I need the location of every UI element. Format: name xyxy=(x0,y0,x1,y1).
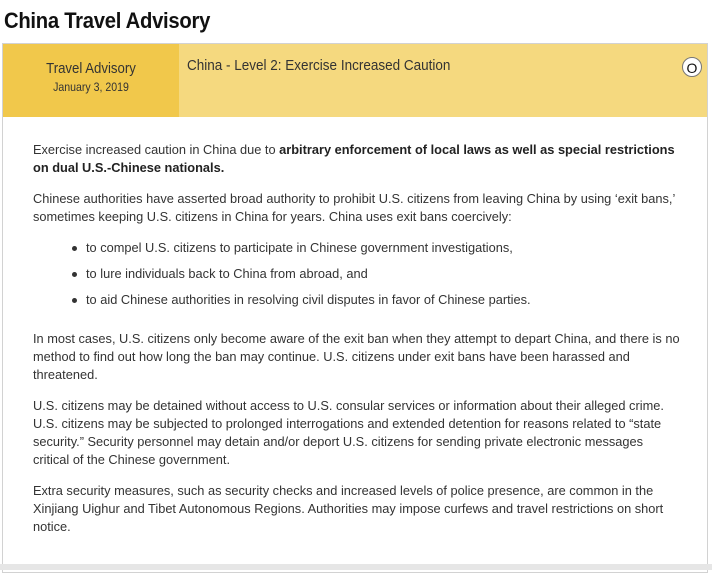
list-item: to lure individuals back to China from abroad, and xyxy=(33,265,681,283)
page-title: China Travel Advisory xyxy=(4,8,211,33)
exit-ban-list xyxy=(33,239,681,309)
advisory-level-title: China - Level 2: Exercise Increased Caution xyxy=(187,57,451,74)
advisory-date: January 3, 2019 xyxy=(53,80,129,94)
exit-ban-awareness-paragraph: In most cases, U.S. citizens only become aware of the exit ban when they attempt to depart China, and there is no method to find out how long the ban may continue. U.S. citizens under exit bans have been harassed and threatened. xyxy=(33,331,680,382)
detention-paragraph: U.S. citizens may be detained without access to U.S. consular services or information about their alleged crime. U.S. citizens may be subjected to prolonged interrogations and extended detention for reasons related to “state security.” Security personnel may detain and/or deport U.S. citizens for sending private electronic messages critical of the Chinese government. xyxy=(33,398,664,467)
intro-text: Exercise increased caution in China due to xyxy=(33,142,280,157)
security-measures-paragraph: Extra security measures, such as security checks and increased levels of police presence, are common in the Xinjiang Uighur and Tibet Autonomous Regions. Authorities may impose curfews and travel restrictions on short notice. xyxy=(33,483,664,534)
list-item: to aid Chinese authorities in resolving civil disputes in favor of Chinese parties. xyxy=(33,291,681,309)
list-item: to compel U.S. citizens to participate in Chinese government investigations, xyxy=(33,239,681,257)
advisory-label: Travel Advisory xyxy=(46,60,136,77)
advisory-body xyxy=(33,141,681,549)
expand-toggle-button[interactable]: O xyxy=(682,57,702,77)
advisory-header xyxy=(3,44,707,117)
advisory-date-box xyxy=(3,44,179,117)
intro-paragraph xyxy=(33,141,681,177)
bottom-scroll-bar[interactable] xyxy=(0,564,712,570)
advisory-panel xyxy=(2,43,708,573)
exit-ban-paragraph: Chinese authorities have asserted broad authority to prohibit U.S. citizens from leaving China by using ‘exit bans,’ sometimes keeping U.S. citizens in China for years. China uses exit bans coercively: xyxy=(33,191,675,224)
intro-bold-text: arbitrary enforcement of local laws as well as special restrictions on dual U.S.-Chinese nationals. xyxy=(33,142,675,175)
